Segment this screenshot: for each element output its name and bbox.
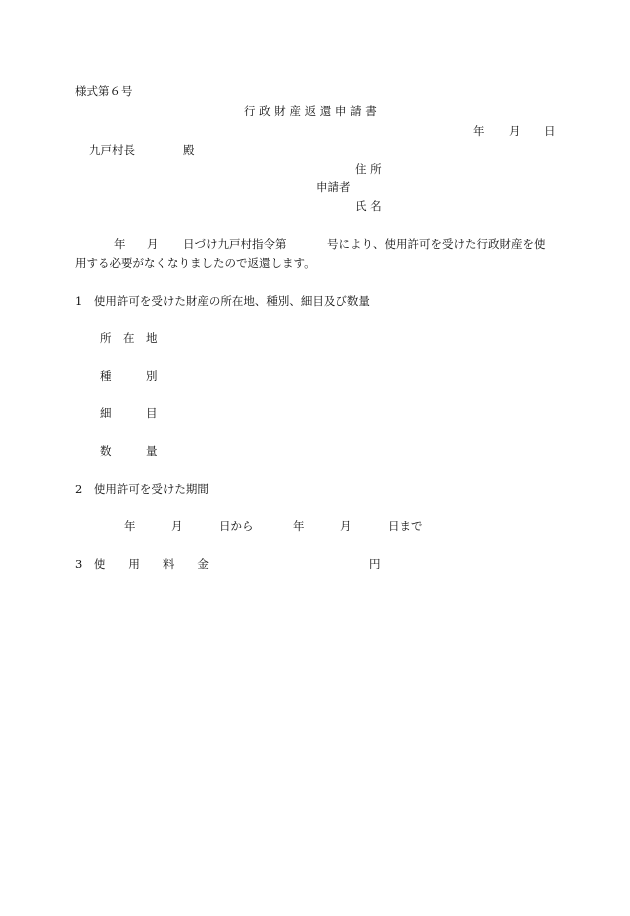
location-label: 所 在 地 [100,331,158,345]
body-dated-prefix: 日づけ九戸村指令第 [183,237,287,251]
type-label: 種 別 [100,369,158,383]
applicant-label: 申請者 [316,180,351,194]
body-line2: 用する必要がなくなりましたので返還します。 [75,256,316,270]
section3-heading: 3 使 用 料 金 [75,557,209,571]
form-number: 様式第６号 [75,84,133,98]
period-to-day: 日まで [388,519,423,533]
section2-heading: 2 使用許可を受けた期間 [75,482,209,496]
period-to-year: 年 [293,519,305,533]
body-month: 月 [147,237,159,251]
date-year: 年 [473,124,485,138]
section1-heading: 1 使用許可を受けた財産の所在地、種別、細目及び数量 [75,294,370,308]
honorific: 殿 [183,143,195,157]
period-from-year: 年 [124,519,136,533]
address-label: 住 所 [355,162,382,176]
period-from-month: 月 [171,519,183,533]
date-day: 日 [544,124,556,138]
quantity-label: 数 量 [100,444,158,458]
document-title: 行 政 財 産 返 還 申 請 書 [244,104,377,118]
detail-label: 細 目 [100,406,158,420]
body-year: 年 [114,237,126,251]
name-label: 氏 名 [355,199,382,213]
period-from-day: 日から [219,519,254,533]
addressee: 九戸村長 [89,143,135,157]
period-to-month: 月 [340,519,352,533]
fee-unit: 円 [369,557,381,571]
body-line1-rest: 号により、使用許可を受けた行政財産を使 [327,237,546,251]
date-month: 月 [509,124,521,138]
